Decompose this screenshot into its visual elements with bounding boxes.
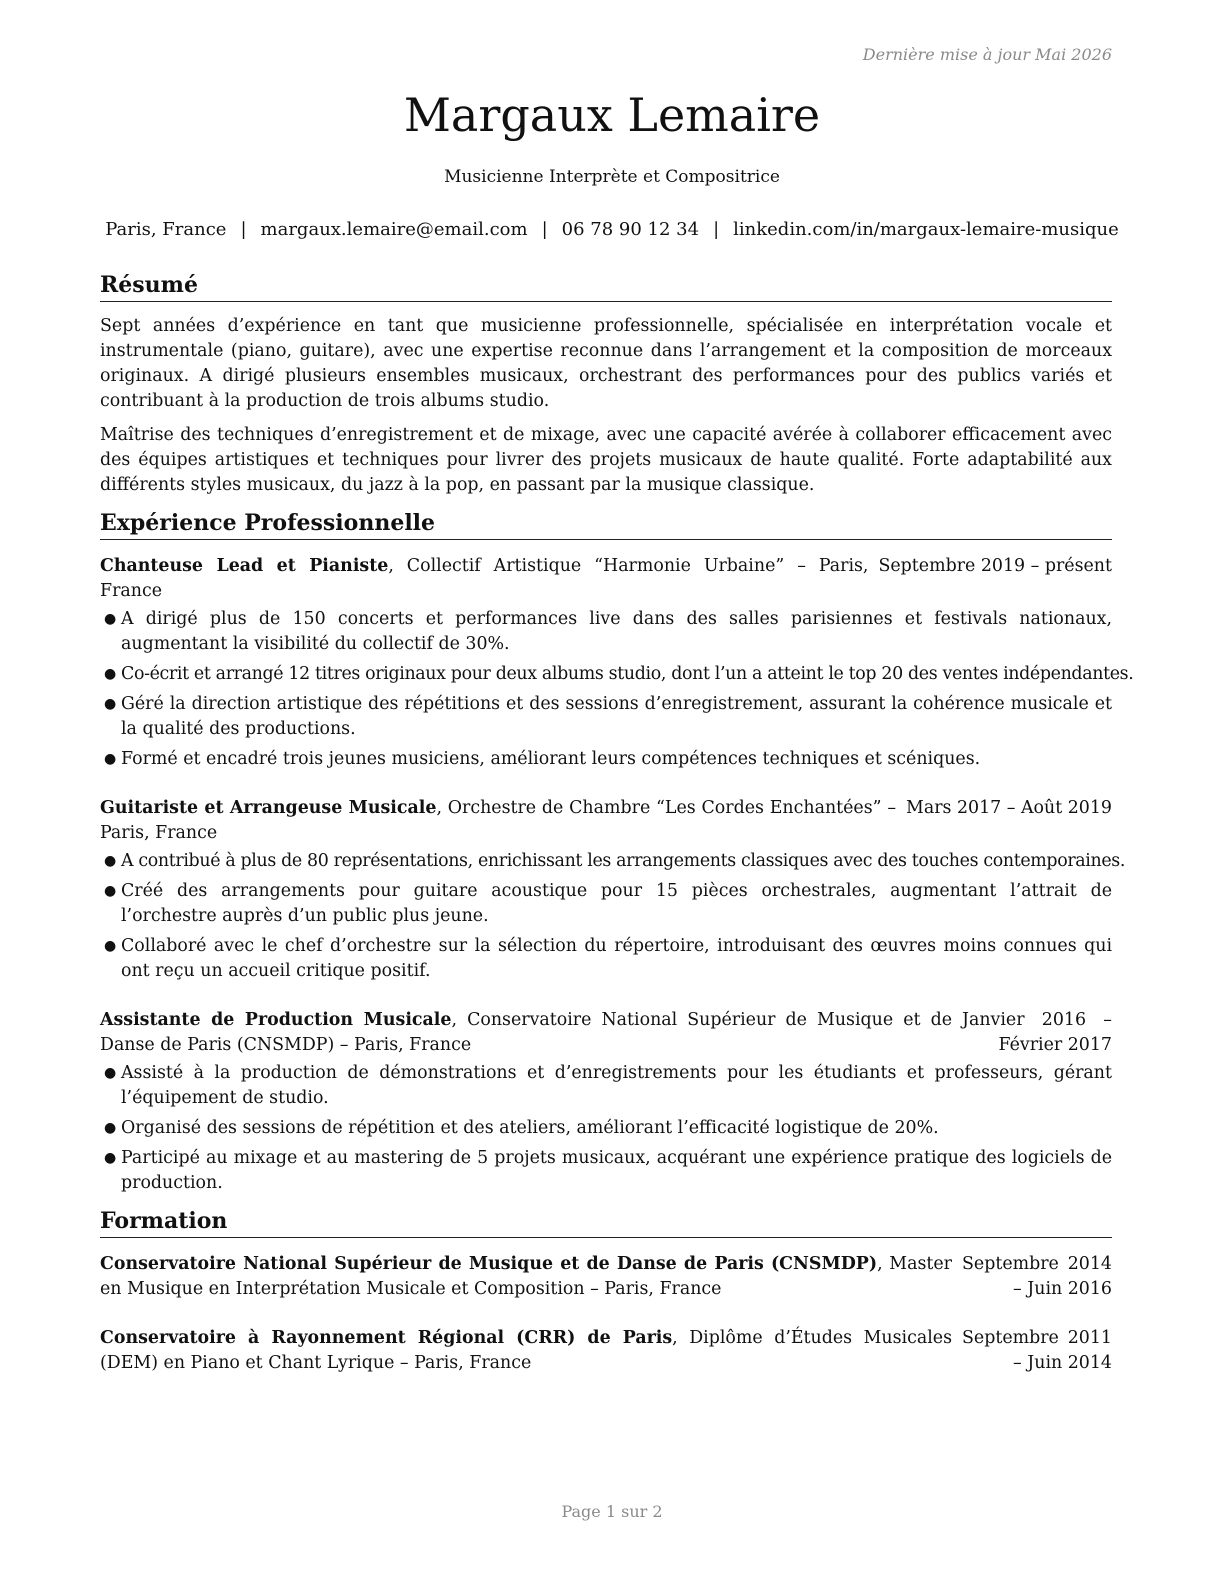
bullet-text: Assisté à la production de démonstrations et d’enregistrements pour les étudiants et professeurs, gérant l’équipement de studio.: [121, 1063, 1112, 1108]
job-organization: , Conservatoire National Supérieur de Musique et de Danse de Paris (CNSMDP) – Paris, France: [100, 1010, 953, 1055]
bullet-text: Co-écrit et arrangé 12 titres originaux pour deux albums studio, dont l’un a atteint le top 20 des ventes indépendantes.: [121, 664, 1134, 684]
job-header: [100, 1008, 1112, 1058]
education-entry: [100, 1252, 1112, 1302]
summary-paragraph: Maîtrise des techniques d’enregistrement et de mixage, avec une capacité avérée à collaborer efficacement avec des équipes artistiques et techniques pour livrer des projets musicaux de haute qualité. Forte adaptabilité aux différents styles musicaux, du jazz à la pop, en passant par la musique classique.: [100, 425, 1112, 495]
list-item: [100, 849, 1126, 874]
bullet-icon: ●: [104, 853, 117, 869]
resume-content: [100, 270, 1134, 1386]
bullet-icon: ●: [104, 611, 117, 627]
bullet-icon: ●: [104, 751, 117, 767]
list-item: [100, 1116, 1112, 1141]
list-item: [100, 879, 1112, 929]
contact-line: [0, 219, 1224, 240]
job-header: [100, 796, 1112, 846]
list-item: [100, 1061, 1112, 1111]
bullet-text: Collaboré avec le chef d’orchestre sur la sélection du répertoire, introduisant des œuvres moins connues qui ont reçu un accueil critique positif.: [121, 936, 1112, 981]
job-entry: [100, 1008, 1112, 1196]
education-title-line: [100, 1252, 962, 1302]
candidate-name: Margaux Lemaire: [403, 88, 821, 142]
list-item: [100, 662, 1134, 687]
education-header: [100, 1252, 1112, 1302]
education-dates: Septembre 2011 – Juin 2014: [962, 1328, 1112, 1373]
job-role: Guitariste et Arrangeuse Musicale: [100, 798, 437, 818]
list-item: [100, 934, 1112, 984]
job-role: Chanteuse Lead et Pianiste: [100, 556, 389, 576]
candidate-title: Musicienne Interprète et Compositrice: [444, 167, 780, 187]
job-title-line: [100, 554, 878, 604]
education-dates: Septembre 2014 – Juin 2016: [962, 1254, 1112, 1299]
section-heading-education: Formation: [100, 1206, 1112, 1238]
list-item: [100, 747, 1112, 772]
job-entry: [100, 554, 1134, 772]
job-header: [100, 554, 1112, 604]
education-degree: , Master en Musique en Interprétation Musicale et Composition – Paris, France: [100, 1254, 953, 1299]
contact-separator: |: [541, 219, 548, 240]
experience-section: [100, 508, 1134, 1196]
bullet-text: A dirigé plus de 150 concerts et performances live dans des salles parisiennes et festivals nationaux, augmentant la visibilité du collectif de 30%.: [121, 609, 1112, 654]
bullet-icon: ●: [104, 666, 117, 682]
education-degree: , Diplôme d’Études Musicales (DEM) en Piano et Chant Lyrique – Paris, France: [100, 1328, 953, 1373]
bullet-text: Organisé des sessions de répétition et des ateliers, améliorant l’efficacité logistique de 20%.: [121, 1118, 939, 1138]
bullet-icon: ●: [104, 883, 117, 899]
section-heading-experience: Expérience Professionnelle: [100, 508, 1112, 540]
bullet-icon: ●: [104, 1065, 117, 1081]
bullet-text: A contribué à plus de 80 représentations, enrichissant les arrangements classiques avec des touches contemporaines.: [121, 851, 1126, 871]
contact-separator: |: [240, 219, 247, 240]
contact-linkedin[interactable]: linkedin.com/in/margaux-lemaire-musique: [733, 219, 1119, 240]
job-organization: , Orchestre de Chambre “Les Cordes Enchantées” – Paris, France: [100, 798, 897, 843]
job-title-line: [100, 1008, 962, 1058]
bullet-text: Formé et encadré trois jeunes musiciens, améliorant leurs compétences techniques et scéniques.: [121, 749, 981, 769]
education-title-line: [100, 1326, 962, 1376]
education-school: Conservatoire à Rayonnement Régional (CRR) de Paris: [100, 1328, 673, 1348]
bullet-icon: ●: [104, 696, 117, 712]
job-bullets: [100, 1061, 1112, 1196]
job-bullets: [100, 607, 1134, 772]
list-item: [100, 1146, 1112, 1196]
bullet-icon: ●: [104, 938, 117, 954]
education-section: [100, 1206, 1112, 1376]
education-school: Conservatoire National Supérieur de Musique et de Danse de Paris (CNSMDP): [100, 1254, 878, 1274]
job-title-line: [100, 796, 906, 846]
bullet-text: Participé au mixage et au mastering de 5 projets musicaux, acquérant une expérience pratique des logiciels de production.: [121, 1148, 1112, 1193]
job-entry: [100, 796, 1126, 984]
contact-email[interactable]: margaux.lemaire@email.com: [260, 219, 528, 240]
contact-separator: |: [713, 219, 720, 240]
list-item: [100, 607, 1112, 657]
summary-section: [100, 270, 1112, 498]
job-role: Assistante de Production Musicale: [100, 1010, 452, 1030]
bullet-text: Géré la direction artistique des répétitions et des sessions d’enregistrement, assurant la cohérence musicale et la qualité des productions.: [121, 694, 1112, 739]
education-entry: [100, 1326, 1112, 1376]
bullet-icon: ●: [104, 1150, 117, 1166]
last-updated: Dernière mise à jour Mai 2026: [862, 45, 1112, 64]
job-dates: Mars 2017 – Août 2019: [906, 798, 1112, 818]
job-organization: , Collectif Artistique “Harmonie Urbaine” – Paris, France: [100, 556, 869, 601]
bullet-icon: ●: [104, 1120, 117, 1136]
contact-phone: 06 78 90 12 34: [561, 219, 700, 240]
page-number: Page 1 sur 2: [561, 1502, 663, 1521]
contact-location: Paris, France: [105, 219, 227, 240]
list-item: [100, 692, 1112, 742]
job-bullets: [100, 849, 1126, 984]
job-dates: Janvier 2016 – Février 2017: [962, 1010, 1112, 1055]
section-heading-summary: Résumé: [100, 270, 1112, 302]
education-header: [100, 1326, 1112, 1376]
bullet-text: Créé des arrangements pour guitare acoustique pour 15 pièces orchestrales, augmentant l’attrait de l’orchestre auprès d’un public plus jeune.: [121, 881, 1112, 926]
job-dates: Septembre 2019 – présent: [878, 556, 1112, 576]
summary-paragraph: Sept années d’expérience en tant que musicienne professionnelle, spécialisée en interprétation vocale et instrumentale (piano, guitare), avec une expertise reconnue dans l’arrangement et la composition de morceaux originaux. A dirigé plusieurs ensembles musicaux, orchestrant des performances pour des publics variés et contribuant à la production de trois albums studio.: [100, 316, 1112, 411]
